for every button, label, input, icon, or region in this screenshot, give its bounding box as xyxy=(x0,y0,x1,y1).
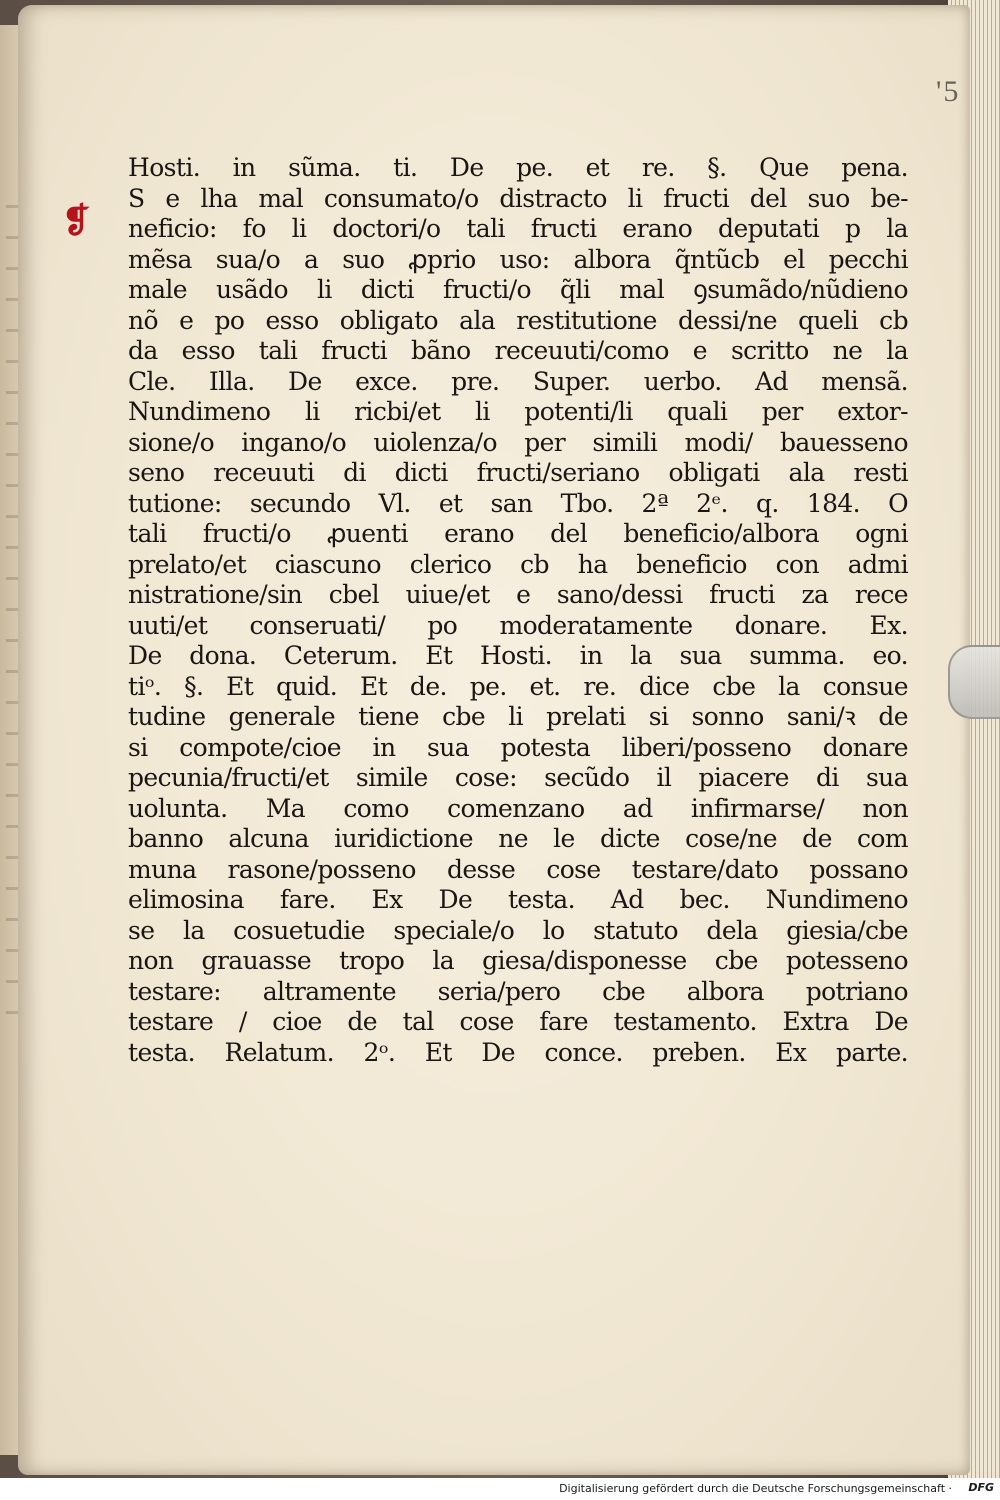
text-line: nistratione/sin cbel uiue/et e sano/dessi fructi za rece xyxy=(128,580,908,609)
text-line: male usãdo li dicti fructi/o q̃li mal ꝯsumãdo/nũdieno xyxy=(128,275,908,304)
body-text xyxy=(128,153,908,1068)
text-line: tutione: secundo Vl. et san Tbo. 2ª 2ᵉ. q. 184. O xyxy=(128,488,908,518)
text-line: testare: altramente seria/pero cbe albora potriano xyxy=(128,976,908,1006)
text-line: De dona. Ceterum. Et Hosti. in la sua summa. eo. xyxy=(128,641,908,670)
red-pilcrow-icon: ❡ xyxy=(62,201,91,241)
text-line: non grauasse tropo la giesa/disponesse cbe potesseno xyxy=(128,946,908,975)
funding-credit: Digitalisierung gefördert durch die Deutsche Forschungsgemeinschaft · xyxy=(559,1482,952,1495)
text-line: testa. Relatum. 2ᵒ. Et De conce. preben. Ex parte. xyxy=(128,1037,908,1067)
text-line: da esso tali fructi bãno receuuti/como e scritto ne la xyxy=(128,336,908,365)
text-line: pecunia/fructi/et simile cose: secũdo il piacere di sua xyxy=(128,763,908,792)
page-clip xyxy=(948,645,1000,719)
footer-bar xyxy=(0,1478,1000,1500)
text-line: tali fructi/o ꝓuenti erano del beneficio/albora ogni xyxy=(128,519,908,548)
text-line: tiᵒ. §. Et quid. Et de. pe. et. re. dice cbe la consue xyxy=(128,671,908,701)
text-line: S e lha mal consumato/o distracto li fructi del suo be- xyxy=(128,183,908,213)
text-line: banno alcuna iuridictione ne le dicte cose/ne de com xyxy=(128,824,908,853)
text-line: nõ e po esso obligato ala restitutione dessi/ne queli cb xyxy=(128,305,908,335)
book-page xyxy=(18,5,970,1475)
text-line: seno receuuti di dicti fructi/seriano obligati ala resti xyxy=(128,458,908,487)
text-line: uolunta. Ma como comenzano ad infirmarse/ non xyxy=(128,793,908,823)
text-line: neficio: fo li doctori/o tali fructi erano deputati p la xyxy=(128,214,908,243)
text-line: uuti/et conseruati/ po moderatamente donare. Ex. xyxy=(128,610,908,640)
text-line: prelato/et ciascuno clerico cb ha beneficio con admi xyxy=(128,549,908,579)
text-line: sione/o ingano/o uiolenza/o per simili modi/ bauesseno xyxy=(128,427,908,457)
text-line: mẽsa sua/o a suo ꝓprio uso: albora q̃ntũcb el pecchi xyxy=(128,244,908,274)
dfg-logo: DFG xyxy=(968,1481,994,1494)
text-line: Cle. Illa. De exce. pre. Super. uerbo. Ad mensã. xyxy=(128,366,908,396)
text-line: se la cosuetudie speciale/o lo statuto dela giesia/cbe xyxy=(128,915,908,945)
text-line: Hosti. in sũma. ti. De pe. et re. §. Que pena. xyxy=(128,153,908,182)
text-line: Nundimeno li ricbi/et li potenti/li quali per extor- xyxy=(128,397,908,426)
text-line: muna rasone/posseno desse cose testare/dato possano xyxy=(128,854,908,884)
text-line: si compote/cioe in sua potesta liberi/posseno donare xyxy=(128,732,908,762)
text-line: elimosina fare. Ex De testa. Ad bec. Nundimeno xyxy=(128,885,908,914)
folio-number: '5 xyxy=(936,75,961,108)
text-line: testare / cioe de tal cose fare testamento. Extra De xyxy=(128,1007,908,1036)
text-line: tudine generale tiene cbe li prelati si sonno sani/ꝛ de xyxy=(128,702,908,731)
